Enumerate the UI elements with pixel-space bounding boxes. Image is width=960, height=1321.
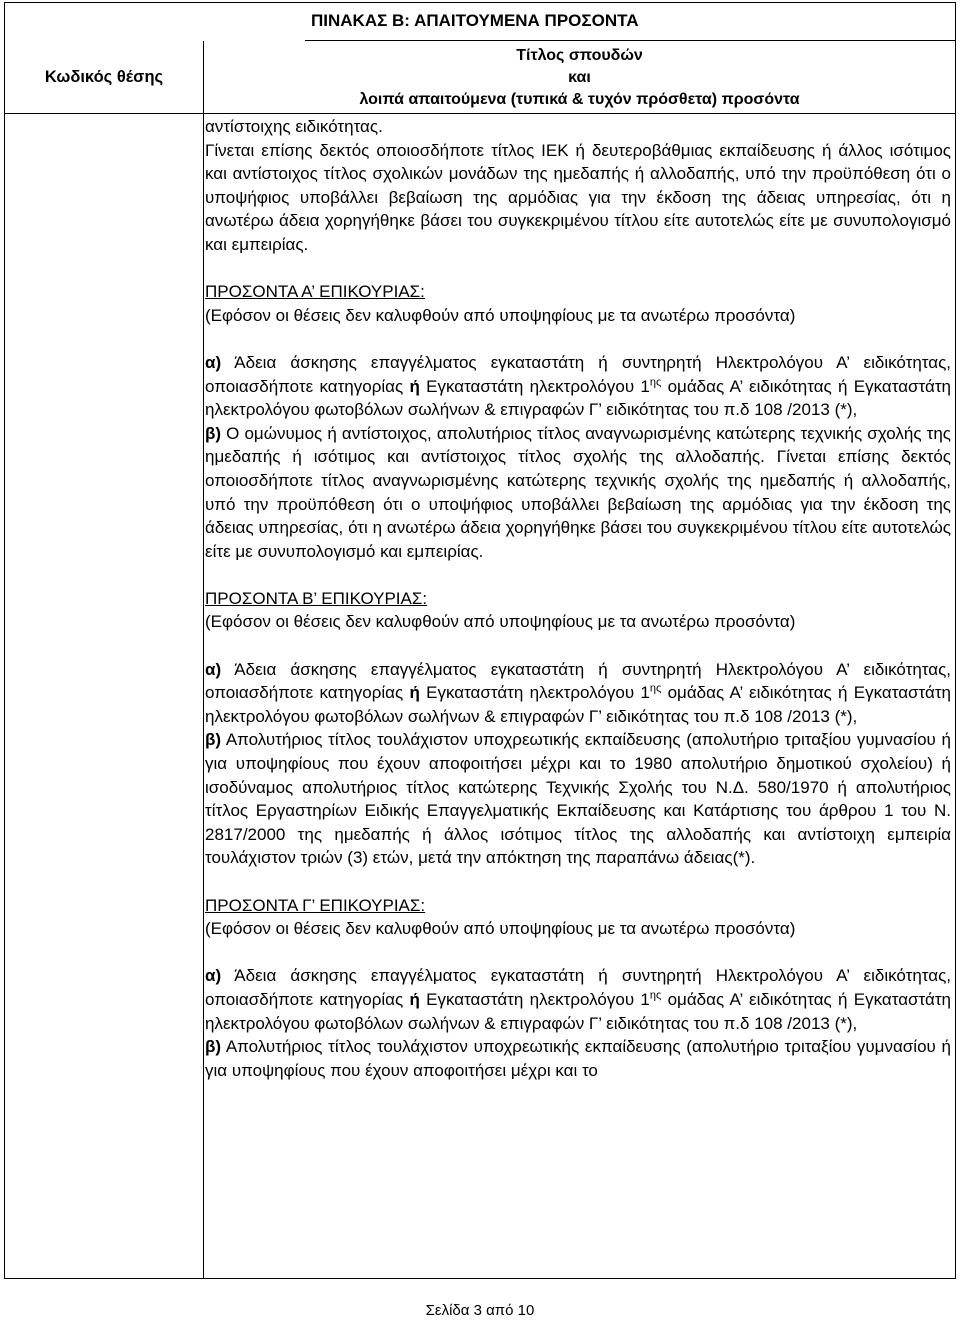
- qualifications-header-line3: λοιπά απαιτούμενα (τυπικά & τυχόν πρόσθετα) προσόντα: [359, 91, 800, 108]
- alpha-label: α): [205, 966, 222, 986]
- section-b-item-alpha: [205, 658, 951, 729]
- section-a-item-beta: [205, 422, 951, 564]
- alpha-or: ή: [409, 989, 420, 1009]
- beta-label: β): [205, 1037, 222, 1057]
- section-c-beta-text: Απολυτήριος τίτλος τουλάχιστον υποχρεωτικής εκπαίδευσης (απολυτήριο τριταξίου γυμνασίου ή για υποψηφίους που έχουν αποφοιτήσει μέχρι και το: [205, 1037, 951, 1080]
- section-a-note: (Εφόσον οι θέσεις δεν καλυφθούν από υποψηφίους με τα ανωτέρω προσόντα): [205, 305, 796, 325]
- page-number: Σελίδα 3 από 10: [425, 1302, 535, 1319]
- alpha-label: α): [205, 352, 222, 372]
- table-title-cell: [305, 3, 955, 41]
- alpha-label: α): [205, 659, 222, 679]
- alpha-text-c: ομάδας Α’ ειδικότητας ή Εγκαταστάτη ηλεκτρολόγου φωτοβόλων σωλήνων & επιγραφών Γ’ ειδικότητας του π.δ 108 /2013 (*),: [205, 376, 951, 420]
- qualifications-header-line2: και: [568, 69, 591, 86]
- beta-label: β): [205, 730, 222, 750]
- alpha-text-a: Άδεια άσκησης επαγγέλματος εγκαταστάτη ή συντηρητή Ηλεκτρολόγου Α’ ειδικότητας, οποιασδήποτε κατηγορίας: [205, 352, 951, 396]
- alpha-text-c: ομάδας Α’ ειδικότητας ή Εγκαταστάτη ηλεκτρολόγου φωτοβόλων σωλήνων & επιγραφών Γ’ ειδικότητας του π.δ 108 /2013 (*),: [205, 683, 951, 726]
- section-b-item-beta: [205, 728, 951, 870]
- section-c-heading: ΠΡΟΣΟΝΤΑ Γ’ ΕΠΙΚΟΥΡΙΑΣ:: [205, 895, 426, 915]
- position-code-header: Κωδικός θέσης: [44, 67, 164, 86]
- alpha-text-a: Άδεια άσκησης επαγγέλματος εγκαταστάτη ή συντηρητή Ηλεκτρολόγου Α’ ειδικότητας, οποιασδήποτε κατηγορίας: [205, 659, 951, 703]
- alpha-or: ή: [409, 683, 420, 703]
- alpha-text-b: Εγκαταστάτη ηλεκτρολόγου 1: [419, 376, 650, 396]
- alpha-sup: ης: [649, 989, 662, 1002]
- qualifications-header: [204, 41, 955, 113]
- alpha-text-b: Εγκαταστάτη ηλεκτρολόγου 1: [419, 989, 650, 1009]
- section-c-item-alpha: [205, 964, 951, 1035]
- section-c-note: (Εφόσον οι θέσεις δεν καλυφθούν από υποψηφίους με τα ανωτέρω προσόντα): [205, 919, 796, 939]
- section-a-heading: ΠΡΟΣΟΝΤΑ Α’ ΕΠΙΚΟΥΡΙΑΣ:: [205, 282, 425, 302]
- table-title: ΠΙΝΑΚΑΣ Β: ΑΠΑΙΤΟΥΜΕΝΑ ΠΡΟΣΟΝΤΑ: [311, 11, 639, 30]
- beta-label: β): [205, 423, 222, 443]
- alpha-text-c: ομάδας Α’ ειδικότητας ή Εγκαταστάτη ηλεκτρολόγου φωτοβόλων σωλήνων & επιγραφών Γ’ ειδικότητας του π.δ 108 /2013 (*),: [205, 989, 951, 1033]
- alpha-text-a: Άδεια άσκησης επαγγέλματος εγκαταστάτη ή συντηρητή Ηλεκτρολόγου Α’ ειδικότητας, οποιασδήποτε κατηγορίας: [205, 966, 951, 1009]
- section-a-item-alpha: [205, 351, 951, 422]
- section-c-item-beta: [205, 1035, 951, 1082]
- intro-line: αντίστοιχης ειδικότητας.: [205, 117, 383, 136]
- section-b-note: (Εφόσον οι θέσεις δεν καλυφθούν από υποψηφίους με τα ανωτέρω προσόντα): [205, 612, 796, 632]
- alpha-text-b: Εγκαταστάτη ηλεκτρολόγου 1: [419, 683, 650, 703]
- alpha-sup: ης: [649, 375, 662, 388]
- qualifications-header-line1: Τίτλος σπουδών: [516, 47, 643, 64]
- section-b-heading: ΠΡΟΣΟΝΤΑ Β’ ΕΠΙΚΟΥΡΙΑΣ:: [205, 588, 428, 608]
- intro-paragraph: Γίνεται επίσης δεκτός οποιοσδήποτε τίτλος ΙΕΚ ή δευτεροβάθμιας εκπαίδευσης ή άλλος ισότιμος και αντίστοιχος τίτλος σχολικών μονάδων της ημεδαπής ή αλλοδαπής, υπό την προϋπόθεση ότι ο υποψήφιος υποβάλλει βεβαίωση της αρμόδιας για την έκδοση της άδειας υπηρεσίας, ότι η ανωτέρω άδεια χορηγήθηκε βάσει του συγκεκριμένου τίτλου είτε αυτοτελώς είτε με συνυπολογισμό και εμπειρίας.: [205, 140, 951, 254]
- alpha-sup: ης: [649, 682, 662, 695]
- section-a-beta-text: Ο ομώνυμος ή αντίστοιχος, απολυτήριος τίτλος αναγνωρισμένης κατώτερης τεχνικής σχολής της ημεδαπής ή ισότιμος και αντίστοιχος τίτλος σχολής της αλλοδαπής. Γίνεται επίσης δεκτός οποιοσδήποτε τίτλος αναγνωρισμένης κατώτερης τεχνικής σχολής της ημεδαπής ή αλλοδαπής, υπό την προϋπόθεση ότι ο υποψήφιος υποβάλλει βεβαίωση της αρμόδιας για την έκδοση της άδειας υπηρεσίας, ότι η ανωτέρω άδεια χορηγήθηκε βάσει του συγκεκριμένου τίτλου είτε αυτοτελώς είτε με συνυπολογισμό και εμπειρίας.: [205, 423, 951, 561]
- qualifications-content: [205, 115, 951, 1082]
- section-b-beta-text: Απολυτήριος τίτλος τουλάχιστον υποχρεωτικής εκπαίδευσης (απολυτήριο τριταξίου γυμνασίου ή για υποψηφίους που έχουν αποφοιτήσει μέχρι και το 1980 απολυτήριο δημοτικού σχολείου) ή ισοδύναμος απολυτήριος τίτλος κατώτερης Τεχνικής Σχολής του Ν.Δ. 580/1970 ή απολυτήριος τίτλος Εργαστηρίων Ειδικής Επαγγελματικής Εκπαίδευσης και Κατάρτισης του άρθρου 1 του Ν. 2817/2000 της ημεδαπής ή άλλος ισότιμος τίτλος της αλλοδαπής και αντίστοιχη εμπειρία τουλάχιστον τριών (3) ετών, μετά την απόκτηση της παραπάνω άδειας(*).: [205, 730, 951, 868]
- alpha-or: ή: [409, 376, 420, 396]
